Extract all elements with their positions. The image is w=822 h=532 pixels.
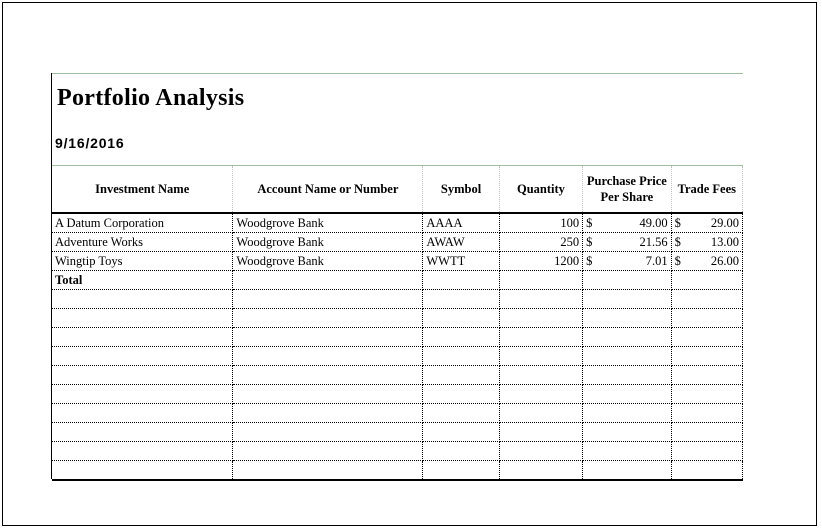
- total-empty-cell[interactable]: [423, 271, 499, 290]
- empty-cell[interactable]: [583, 404, 671, 423]
- empty-row: [52, 461, 743, 481]
- empty-cell[interactable]: [499, 404, 582, 423]
- empty-cell[interactable]: [52, 442, 233, 461]
- empty-cell[interactable]: [52, 309, 233, 328]
- account-cell[interactable]: Woodgrove Bank: [233, 233, 423, 252]
- col-header-investment: Investment Name: [52, 166, 233, 213]
- currency-symbol: $: [586, 235, 593, 249]
- col-header-account: Account Name or Number: [233, 166, 423, 213]
- empty-row: [52, 309, 743, 328]
- fees-cell[interactable]: [671, 213, 742, 233]
- portfolio-table: [52, 166, 743, 481]
- empty-cell[interactable]: [52, 423, 233, 442]
- top-rule: [52, 73, 743, 74]
- price-cell[interactable]: [583, 213, 671, 233]
- total-empty-cell[interactable]: [233, 271, 423, 290]
- empty-cell[interactable]: [499, 347, 582, 366]
- empty-cell[interactable]: [423, 385, 499, 404]
- empty-cell[interactable]: [671, 385, 742, 404]
- currency-value: 49.00: [639, 216, 668, 230]
- empty-cell[interactable]: [52, 328, 233, 347]
- col-header-quantity: Quantity: [499, 166, 582, 213]
- empty-cell[interactable]: [52, 385, 233, 404]
- empty-cell[interactable]: [423, 347, 499, 366]
- empty-cell[interactable]: [671, 461, 742, 481]
- symbol-cell[interactable]: AAAA: [423, 213, 499, 233]
- empty-cell[interactable]: [583, 290, 671, 309]
- table-row: [52, 213, 743, 233]
- empty-cell[interactable]: [671, 442, 742, 461]
- col-header-symbol: Symbol: [423, 166, 499, 213]
- investment-cell[interactable]: Adventure Works: [52, 233, 233, 252]
- empty-cell[interactable]: [671, 347, 742, 366]
- currency-value: 7.01: [645, 254, 668, 268]
- empty-cell[interactable]: [583, 442, 671, 461]
- total-empty-cell[interactable]: [499, 271, 582, 290]
- empty-row: [52, 423, 743, 442]
- currency-value: 26.00: [710, 254, 739, 268]
- empty-cell[interactable]: [423, 423, 499, 442]
- spreadsheet: [51, 73, 743, 479]
- empty-cell[interactable]: [233, 442, 423, 461]
- empty-cell[interactable]: [233, 461, 423, 481]
- empty-cell[interactable]: [583, 423, 671, 442]
- empty-cell[interactable]: [583, 366, 671, 385]
- table-row: [52, 233, 743, 252]
- total-row: [52, 271, 743, 290]
- empty-cell[interactable]: [499, 290, 582, 309]
- total-empty-cell[interactable]: [583, 271, 671, 290]
- empty-cell[interactable]: [671, 309, 742, 328]
- empty-cell[interactable]: [423, 290, 499, 309]
- empty-cell[interactable]: [499, 461, 582, 481]
- empty-cell[interactable]: [52, 461, 233, 481]
- price-cell[interactable]: [583, 233, 671, 252]
- investment-cell[interactable]: Wingtip Toys: [52, 252, 233, 271]
- page-title: Portfolio Analysis: [57, 85, 245, 111]
- fees-cell[interactable]: [671, 233, 742, 252]
- empty-row: [52, 385, 743, 404]
- empty-cell[interactable]: [583, 347, 671, 366]
- quantity-cell[interactable]: 1200: [499, 252, 582, 271]
- empty-row: [52, 442, 743, 461]
- empty-row: [52, 404, 743, 423]
- empty-cell[interactable]: [583, 385, 671, 404]
- empty-cell[interactable]: [583, 309, 671, 328]
- page-frame: [2, 2, 817, 526]
- empty-cell[interactable]: [52, 404, 233, 423]
- empty-cell[interactable]: [233, 366, 423, 385]
- currency-symbol: $: [586, 216, 593, 230]
- empty-cell[interactable]: [671, 404, 742, 423]
- empty-cell[interactable]: [52, 347, 233, 366]
- empty-cell[interactable]: [233, 385, 423, 404]
- empty-cell[interactable]: [499, 366, 582, 385]
- empty-cell[interactable]: [233, 309, 423, 328]
- empty-cell[interactable]: [499, 423, 582, 442]
- empty-cell[interactable]: [423, 442, 499, 461]
- empty-cell[interactable]: [499, 309, 582, 328]
- empty-cell[interactable]: [423, 328, 499, 347]
- currency-symbol: $: [674, 235, 681, 249]
- fees-cell[interactable]: [671, 252, 742, 271]
- empty-cell[interactable]: [423, 366, 499, 385]
- empty-cell[interactable]: [671, 423, 742, 442]
- empty-cell[interactable]: [233, 328, 423, 347]
- symbol-cell[interactable]: WWTT: [423, 252, 499, 271]
- currency-value: 21.56: [639, 235, 668, 249]
- empty-cell[interactable]: [671, 366, 742, 385]
- empty-cell[interactable]: [233, 404, 423, 423]
- empty-cell[interactable]: [671, 328, 742, 347]
- empty-cell[interactable]: [233, 423, 423, 442]
- empty-cell[interactable]: [499, 328, 582, 347]
- empty-cell[interactable]: [423, 309, 499, 328]
- empty-row: [52, 328, 743, 347]
- investment-cell[interactable]: A Datum Corporation: [52, 213, 233, 233]
- currency-value: 13.00: [710, 235, 739, 249]
- quantity-cell[interactable]: 100: [499, 213, 582, 233]
- header-row: [52, 166, 743, 213]
- col-header-fees: Trade Fees: [671, 166, 742, 213]
- empty-row: [52, 366, 743, 385]
- empty-cell[interactable]: [423, 461, 499, 481]
- empty-cell[interactable]: [423, 404, 499, 423]
- currency-symbol: $: [674, 216, 681, 230]
- symbol-cell[interactable]: AWAW: [423, 233, 499, 252]
- empty-cell[interactable]: [233, 290, 423, 309]
- empty-row: [52, 290, 743, 309]
- col-header-price: Purchase Price Per Share: [583, 166, 671, 213]
- total-label-cell[interactable]: Total: [52, 271, 233, 290]
- empty-row: [52, 347, 743, 366]
- empty-cell[interactable]: [233, 347, 423, 366]
- table-row: [52, 252, 743, 271]
- currency-value: 29.00: [710, 216, 739, 230]
- quantity-cell[interactable]: 250: [499, 233, 582, 252]
- account-cell[interactable]: Woodgrove Bank: [233, 213, 423, 233]
- empty-cell[interactable]: [52, 290, 233, 309]
- total-empty-cell[interactable]: [671, 271, 742, 290]
- price-cell[interactable]: [583, 252, 671, 271]
- currency-symbol: $: [586, 254, 593, 268]
- empty-cell[interactable]: [671, 290, 742, 309]
- report-date: 9/16/2016: [55, 135, 125, 151]
- empty-cell[interactable]: [583, 328, 671, 347]
- empty-cell[interactable]: [499, 442, 582, 461]
- empty-cell[interactable]: [583, 461, 671, 481]
- currency-symbol: $: [674, 254, 681, 268]
- empty-cell[interactable]: [499, 385, 582, 404]
- empty-cell[interactable]: [52, 366, 233, 385]
- account-cell[interactable]: Woodgrove Bank: [233, 252, 423, 271]
